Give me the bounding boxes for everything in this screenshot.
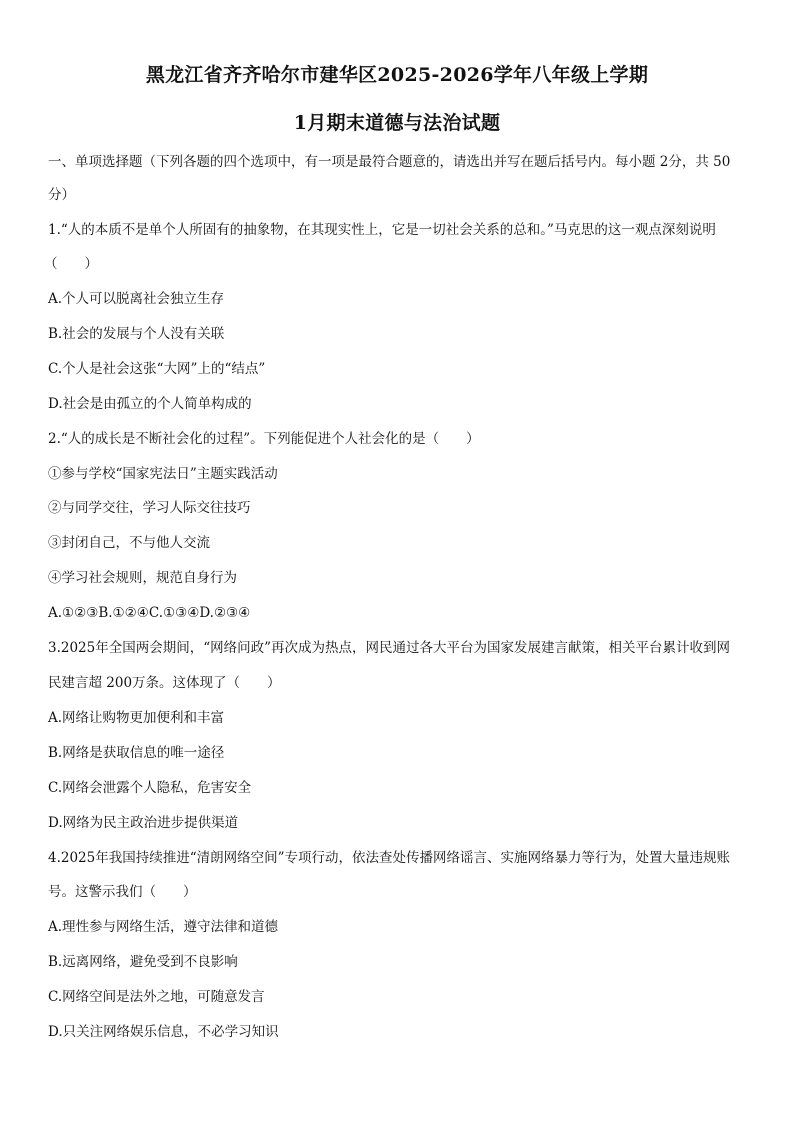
exam-title-line1: 黑龙江省齐齐哈尔市建华区2025-2026学年八年级上学期 (145, 64, 649, 86)
question-4-option-b: B.远离网络，避免受到不良影响 (48, 954, 238, 970)
question-1-stem: 1.“人的本质不是单个人所固有的抽象物，在其现实性上，它是一切社会关系的总和。”马克思的这一观点深刻说明 (48, 222, 716, 238)
question-4-option-a: A.理性参与网络生活，遵守法律和道德 (48, 919, 279, 935)
question-2-stem: 2.“人的成长是不断社会化的过程”。下列能促进个人社会化的是（ ） (48, 431, 480, 447)
question-2-options: A.①②③B.①②④C.①③④D.②③④ (48, 605, 251, 621)
question-3-option-d: D.网络为民主政治进步提供渠道 (48, 815, 239, 831)
question-4-stem-cont: 号。这警示我们（ ） (48, 884, 197, 900)
question-1-option-d: D.社会是由孤立的个人简单构成的 (48, 396, 252, 412)
question-3-stem-cont: 民建言超 200万条。这体现了（ ） (48, 675, 281, 691)
question-1-option-c: C.个人是社会这张“大网”上的“结点” (48, 361, 266, 377)
question-2-statement-4: ④学习社会规则，规范自身行为 (48, 570, 237, 586)
question-2-statement-2: ②与同学交往，学习人际交往技巧 (48, 500, 251, 516)
question-3-stem: 3.2025年全国两会期间，“网络问政”再次成为热点，网民通过各大平台为国家发展建言献策，相关平台累计收到网 (48, 640, 731, 656)
section-header-cont: 分） (48, 187, 75, 203)
question-3-option-b: B.网络是获取信息的唯一途径 (48, 745, 225, 761)
question-1-option-a: A.个人可以脱离社会独立生存 (48, 291, 225, 307)
question-1-bracket: （ ） (44, 256, 98, 272)
question-4-option-d: D.只关注网络娱乐信息，不必学习知识 (48, 1024, 279, 1040)
question-3-option-a: A.网络让购物更加便利和丰富 (48, 710, 225, 726)
exam-title-line2: 1月期末道德与法治试题 (293, 112, 501, 134)
question-4-stem: 4.2025年我国持续推进“清朗网络空间”专项行动，依法查处传播网络谣言、实施网络暴力等行为，处置大量违规账 (48, 850, 731, 866)
question-3-option-c: C.网络会泄露个人隐私，危害安全 (48, 780, 252, 796)
section-header: 一、单项选择题（下列各题的四个选项中，有一项是最符合题意的，请选出并写在题后括号内。每小题 2分，共 50 (48, 154, 731, 170)
question-2-statement-3: ③封闭自己，不与他人交流 (48, 535, 210, 551)
question-2-statement-1: ①参与学校“国家宪法日”主题实践活动 (48, 466, 278, 482)
question-4-option-c: C.网络空间是法外之地，可随意发言 (48, 989, 265, 1005)
question-1-option-b: B.社会的发展与个人没有关联 (48, 326, 225, 342)
